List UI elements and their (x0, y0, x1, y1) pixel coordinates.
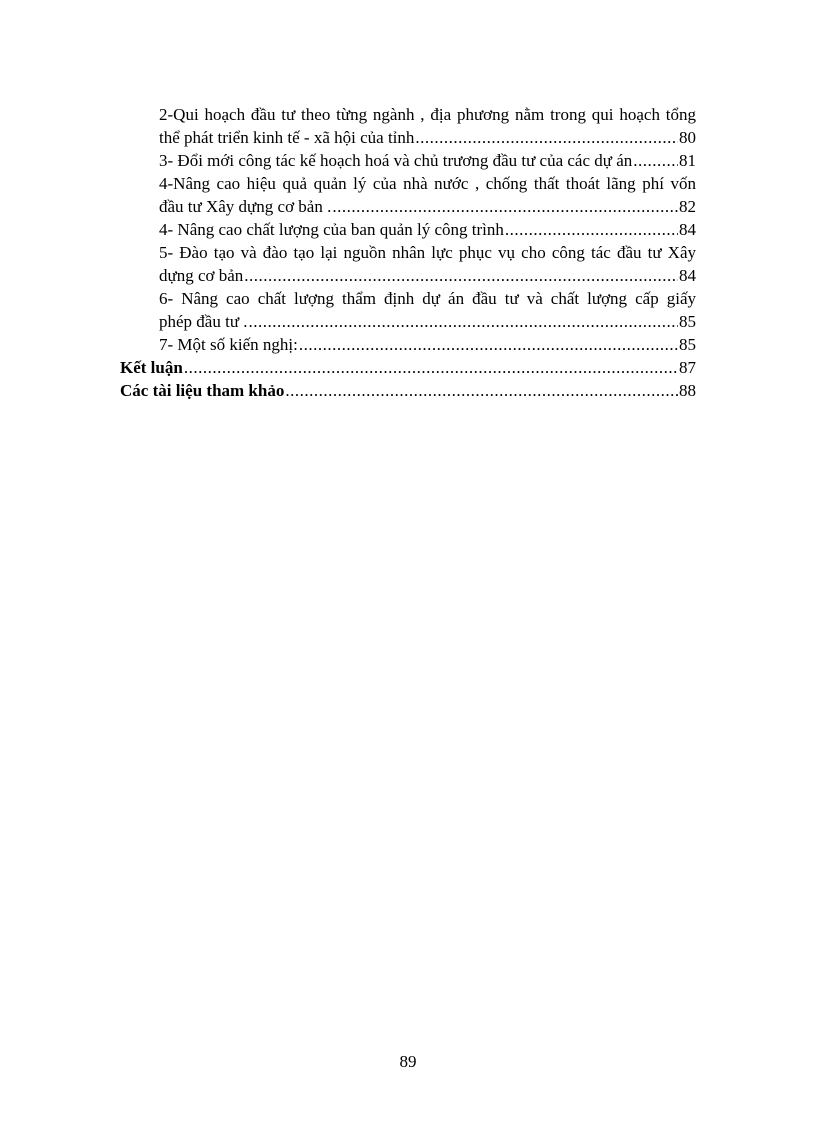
toc-leader-dots (332, 195, 678, 218)
toc-entry-page: 84 (679, 220, 696, 239)
toc-entry-title: Các tài liệu tham khảo (120, 381, 285, 400)
toc-entry-page: 82 (679, 197, 696, 216)
table-of-contents (120, 103, 696, 402)
page-number: 89 (399, 1052, 417, 1071)
toc-leader-dots (505, 218, 678, 241)
toc-entry-page: 85 (679, 335, 696, 354)
toc-entry-title-line2: dựng cơ bản (159, 266, 244, 285)
toc-entry-title: 4- Nâng cao chất lượng của ban quản lý công trình (159, 220, 504, 239)
toc-leader-dots (633, 149, 678, 172)
toc-entry-title-line1: 2-Qui hoạch đầu tư theo từng ngành , địa phương nằm trong qui hoạch tổng (159, 105, 696, 124)
toc-entry-title-line2: đầu tư Xây dựng cơ bản . (159, 197, 332, 216)
toc-entry-title: 3- Đổi mới công tác kế hoạch hoá và chủ trương đầu tư của các dự án (159, 151, 633, 170)
toc-entry (120, 241, 696, 287)
toc-entry-title: Kết luận (120, 358, 183, 377)
toc-entry-title-line1: 5- Đào tạo và đào tạo lại nguồn nhân lực phục vụ cho công tác đầu tư Xây (159, 243, 696, 262)
toc-leader-dots (244, 264, 678, 287)
toc-entry (120, 172, 696, 218)
toc-leader-dots (249, 310, 678, 333)
toc-entry (120, 333, 696, 356)
toc-entry-page: 85 (679, 312, 696, 331)
toc-leader-dots (184, 356, 678, 379)
toc-entry-page: 81 (679, 151, 696, 170)
toc-leader-dots (299, 333, 678, 356)
toc-entry-title-line2: phép đầu tư . (159, 312, 248, 331)
toc-entry-title-line1: 6- Nâng cao chất lượng thẩm định dự án đầu tư và chất lượng cấp giấy (159, 289, 696, 308)
toc-entry-page: 88 (679, 381, 696, 400)
toc-entry-page: 87 (679, 358, 696, 377)
toc-entry-title-line1: 4-Nâng cao hiệu quả quản lý của nhà nước , chống thất thoát lãng phí vốn (159, 174, 696, 193)
toc-entry-main (120, 379, 696, 402)
toc-entry-main (120, 356, 696, 379)
toc-entry (120, 149, 696, 172)
toc-entry-page: 84 (679, 266, 696, 285)
toc-leader-dots (285, 379, 678, 402)
toc-entry (120, 218, 696, 241)
toc-entry-title-line2: thể phát triển kinh tế - xã hội của tỉnh (159, 128, 415, 147)
toc-entry (120, 287, 696, 333)
toc-entry-page: 80 (679, 128, 696, 147)
toc-leader-dots (415, 126, 678, 149)
toc-entry (120, 103, 696, 149)
toc-entry-title: 7- Một số kiến nghị: (159, 335, 298, 354)
